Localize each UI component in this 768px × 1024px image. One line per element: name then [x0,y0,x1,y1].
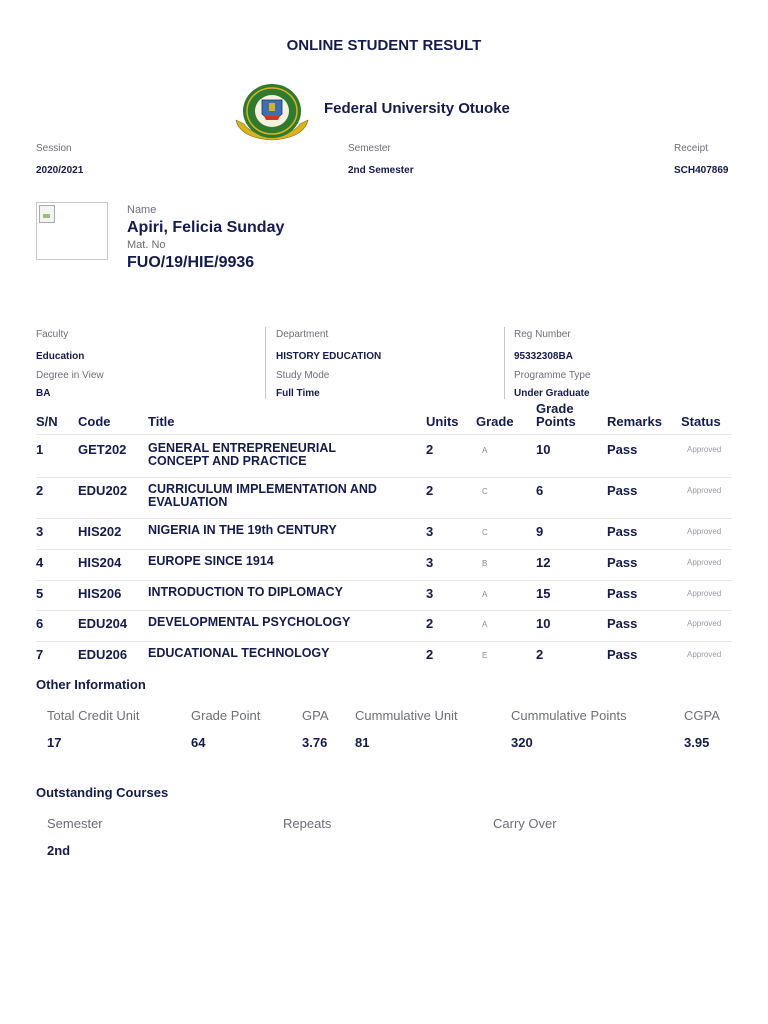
cell-title: CURRICULUM IMPLEMENTATION AND [148,482,377,496]
broken-image-icon [39,205,55,223]
outstanding-semester-value: 2nd [47,843,71,858]
col-header-units: Units [426,414,459,429]
cell-status: Approved [687,486,722,495]
row-divider [36,580,732,581]
session-value: 2020/2021 [36,165,84,176]
row-divider [36,518,732,519]
semester-value: 2nd Semester [348,165,414,176]
cell-sn: 2 [36,483,44,498]
outstanding-semester-label: Semester [47,816,103,831]
cu-label: Cummulative Unit [355,708,458,723]
cell-points: 9 [536,524,544,539]
cell-points: 6 [536,483,544,498]
semester-label: Semester [348,143,391,154]
other-info-heading: Other Information [36,677,146,692]
cell-remarks: Pass [607,586,638,601]
cell-code: EDU206 [78,647,128,662]
cell-title: INTRODUCTION TO DIPLOMACY [148,585,343,599]
cell-points: 15 [536,586,551,601]
cell-title-line2: EVALUATION [148,495,228,509]
cell-code: EDU204 [78,616,128,631]
gpa-value: 3.76 [302,735,328,750]
column-divider [265,327,266,399]
gp-value: 64 [191,735,206,750]
cell-title: GENERAL ENTREPRENEURIAL [148,441,336,455]
cgpa-value: 3.95 [684,735,710,750]
department-label: Department [276,329,329,340]
cell-points: 2 [536,647,544,662]
cell-status: Approved [687,650,722,659]
matno-label: Mat. No [127,239,166,251]
cell-remarks: Pass [607,442,638,457]
cp-value: 320 [511,735,533,750]
progtype-value: Under Graduate [514,388,590,399]
cu-value: 81 [355,735,370,750]
faculty-value: Education [36,351,85,362]
cell-points: 10 [536,442,551,457]
col-header-status: Status [681,414,721,429]
outstanding-heading: Outstanding Courses [36,785,169,800]
cell-grade: A [482,590,488,599]
cell-code: HIS204 [78,555,122,570]
col-header-remarks: Remarks [607,414,662,429]
studymode-label: Study Mode [276,370,330,381]
col-header-code: Code [78,414,111,429]
university-name: Federal University Otuoke [324,100,510,117]
page-title: ONLINE STUDENT RESULT [286,37,482,54]
cell-sn: 5 [36,586,44,601]
cp-label: Cummulative Points [511,708,627,723]
cell-units: 3 [426,586,434,601]
receipt-label: Receipt [674,143,708,154]
cell-points: 12 [536,555,551,570]
cell-code: HIS206 [78,586,122,601]
cell-points: 10 [536,616,551,631]
row-divider [36,610,732,611]
row-divider [36,641,732,642]
cell-sn: 7 [36,647,44,662]
cell-title: DEVELOPMENTAL PSYCHOLOGY [148,615,351,629]
cell-grade: C [482,528,488,537]
col-header-grade-points-line2: Points [536,414,576,429]
cell-units: 2 [426,647,434,662]
col-header-grade: Grade [476,414,514,429]
repeats-label: Repeats [283,816,332,831]
progtype-label: Programme Type [514,370,591,381]
column-divider [504,327,505,399]
cell-title: EDUCATIONAL TECHNOLOGY [148,646,330,660]
session-label: Session [36,143,72,154]
row-divider [36,549,732,550]
gp-label: Grade Point [191,708,261,723]
degree-value: BA [36,388,51,399]
cell-status: Approved [687,589,722,598]
cell-remarks: Pass [607,647,638,662]
cell-remarks: Pass [607,483,638,498]
cell-status: Approved [687,558,722,567]
cell-status: Approved [687,445,722,454]
tcu-value: 17 [47,735,62,750]
cell-code: EDU202 [78,483,128,498]
gpa-label: GPA [302,708,329,723]
cell-remarks: Pass [607,616,638,631]
cell-code: GET202 [78,442,127,457]
cell-grade: C [482,487,488,496]
cell-grade: A [482,620,488,629]
cell-units: 2 [426,483,434,498]
cell-sn: 4 [36,555,44,570]
cell-remarks: Pass [607,555,638,570]
cell-sn: 6 [36,616,44,631]
cell-remarks: Pass [607,524,638,539]
cell-units: 3 [426,524,434,539]
student-name: Apiri, Felicia Sunday [127,219,285,236]
department-value: HISTORY EDUCATION [276,351,382,362]
carryover-label: Carry Over [493,816,557,831]
header-divider [36,434,732,435]
cell-units: 3 [426,555,434,570]
cell-sn: 1 [36,442,44,457]
cell-units: 2 [426,616,434,631]
cell-grade: A [482,446,488,455]
cell-status: Approved [687,619,722,628]
receipt-value: SCH407869 [674,165,729,176]
cell-units: 2 [426,442,434,457]
cell-title-line2: CONCEPT AND PRACTICE [148,454,307,468]
studymode-value: Full Time [276,388,320,399]
name-label: Name [127,204,157,216]
col-header-title: Title [148,414,175,429]
row-divider [36,477,732,478]
cell-status: Approved [687,527,722,536]
regnumber-value: 95332308BA [514,351,573,362]
cell-title: EUROPE SINCE 1914 [148,554,274,568]
tcu-label: Total Credit Unit [47,708,140,723]
university-logo [232,80,312,142]
cell-sn: 3 [36,524,44,539]
cell-code: HIS202 [78,524,122,539]
degree-label: Degree in View [36,370,104,381]
cgpa-label: CGPA [684,708,720,723]
faculty-label: Faculty [36,329,69,340]
col-header-grade-points-line1: Grade [536,401,574,416]
cell-grade: B [482,559,488,568]
cell-grade: E [482,651,488,660]
matno-value: FUO/19/HIE/9936 [127,254,255,271]
student-photo [36,202,108,260]
col-header-sn: S/N [36,414,58,429]
cell-title: NIGERIA IN THE 19th CENTURY [148,523,337,537]
regnumber-label: Reg Number [514,329,571,340]
